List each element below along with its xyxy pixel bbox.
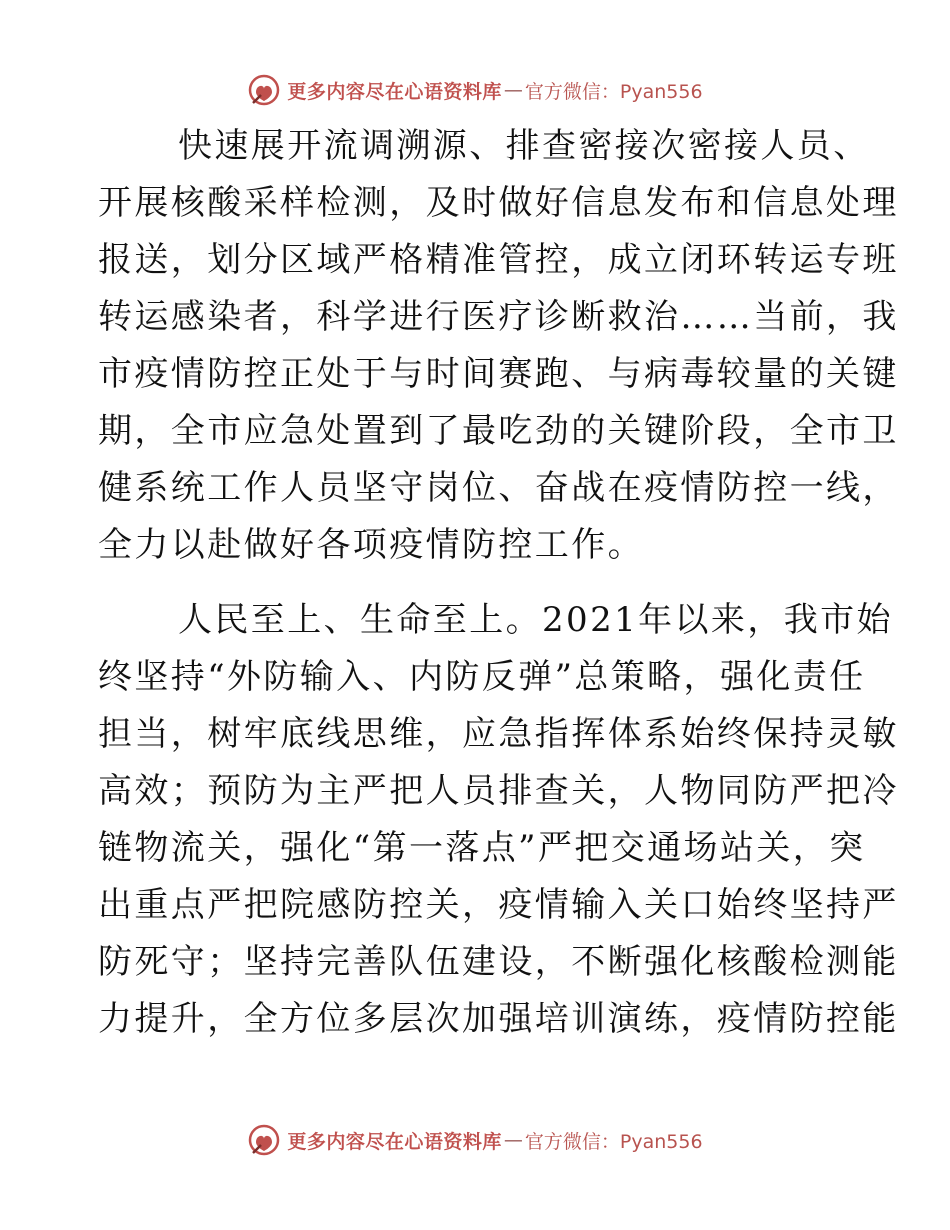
footer-banner — [0, 1120, 950, 1160]
paragraph-line: 期，全市应急处置到了最吃劲的关键阶段，全市卫 — [98, 411, 899, 451]
paragraph — [98, 118, 899, 574]
paragraph-line: 人民至上、生命至上。2021年以来，我市始 — [178, 600, 893, 640]
paragraph-line: 市疫情防控正处于与时间赛跑、与病毒较量的关键 — [98, 354, 899, 394]
paragraph-line: 力提升，全方位多层次加强培训演练，疫情防控能 — [98, 999, 899, 1039]
heart-pen-logo-icon — [247, 1123, 281, 1157]
banner-wechat-text: 官方微信：Pyan556 — [524, 1130, 703, 1153]
header-banner — [0, 70, 950, 110]
paragraph-line: 快速展开流调溯源、排查密接次密接人员、 — [178, 126, 870, 166]
paragraph-line: 终坚持“外防输入、内防反弹”总策略，强化责任 — [98, 657, 866, 697]
document-body — [98, 118, 899, 1048]
paragraph — [98, 592, 899, 1048]
paragraph-line: 高效；预防为主严把人员排查关，人物同防严把冷 — [98, 771, 899, 811]
paragraph-line: 全力以赴做好各项疫情防控工作。 — [98, 525, 644, 565]
banner-dash: — — [503, 79, 523, 101]
paragraph-spacer — [98, 574, 850, 592]
heart-pen-logo-icon — [247, 73, 281, 107]
banner-brand-text: 更多内容尽在心语资料库 — [287, 80, 502, 103]
paragraph-line: 防死守；坚持完善队伍建设，不断强化核酸检测能 — [98, 942, 899, 982]
paragraph-line: 转运感染者，科学进行医疗诊断救治……当前，我 — [98, 297, 899, 337]
paragraph-line: 担当，树牢底线思维，应急指挥体系始终保持灵敏 — [98, 714, 899, 754]
banner-brand-text: 更多内容尽在心语资料库 — [287, 1130, 502, 1153]
paragraph-line: 链物流关，强化“第一落点”严把交通场站关，突 — [98, 828, 866, 868]
paragraph-line: 健系统工作人员坚守岗位、奋战在疫情防控一线， — [98, 468, 899, 508]
paragraph-line: 报送，划分区域严格精准管控，成立闭环转运专班 — [98, 240, 899, 280]
paragraph-line: 开展核酸采样检测，及时做好信息发布和信息处理 — [98, 183, 899, 223]
banner-wechat-text: 官方微信：Pyan556 — [524, 80, 703, 103]
paragraph-line: 出重点严把院感防控关，疫情输入关口始终坚持严 — [98, 885, 899, 925]
banner-dash: — — [503, 1129, 523, 1151]
